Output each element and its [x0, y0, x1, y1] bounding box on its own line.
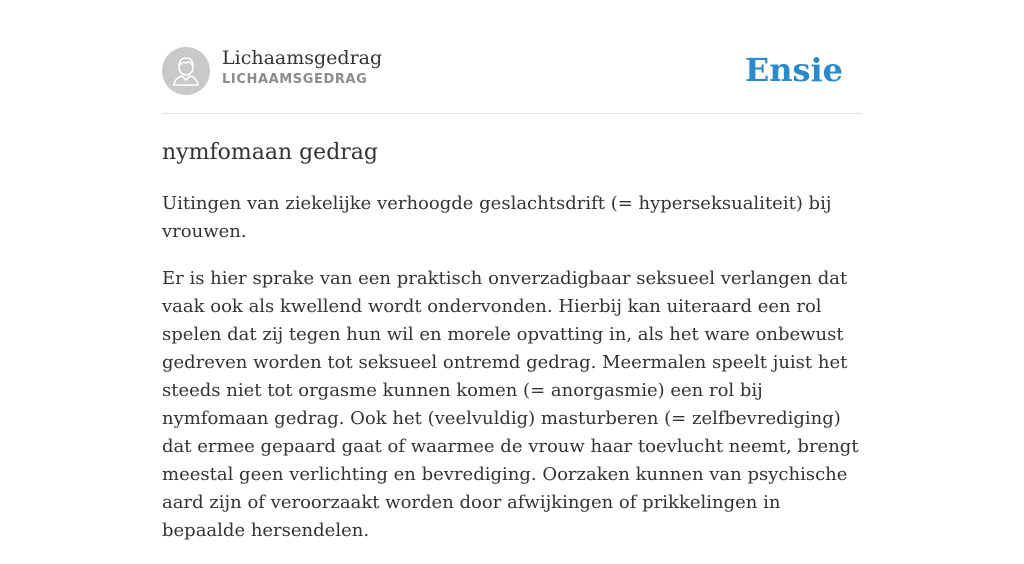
author-name[interactable]: Lichaamsgedrag: [222, 47, 383, 69]
page: [162, 0, 862, 541]
article-body: [162, 190, 862, 564]
avatar[interactable]: [162, 47, 210, 95]
article-paragraph: Uitingen van ziekelijke verhoogde geslachtsdrift (= hyperseksualiteit) bij vrouwen.: [162, 193, 832, 242]
author-category[interactable]: LICHAAMSGEDRAG: [222, 72, 368, 87]
article-paragraph: Er is hier sprake van een praktisch onverzadigbaar seksueel verlangen dat vaak ook als kwellend wordt ondervonden. Hierbij kan uiteraard een rol spelen dat zij tegen hun wil en morele opvatting in, als het ware onbewust gedreven worden tot seksueel ontremd gedrag. Meermalen speelt juist het steeds niet tot orgasme kunnen komen (= anorgasmie) een rol bij nymfomaan gedrag. Ook het (veelvuldig) masturberen (= zelfbevrediging) dat ermee gepaard gaat of waarmee de vrouw haar toevlucht neemt, brengt meestal geen verlichting en bevrediging. Oorzaken kunnen van psychische aard zijn of veroorzaakt worden door afwijkingen of prikkelingen in bepaalde hersendelen.: [162, 268, 859, 541]
page-header: [162, 0, 862, 114]
author-block: [222, 46, 382, 88]
ensie-logo[interactable]: Ensie: [744, 51, 843, 89]
user-silhouette-icon: [162, 47, 210, 95]
page-title: nymfomaan gedrag: [162, 140, 379, 165]
